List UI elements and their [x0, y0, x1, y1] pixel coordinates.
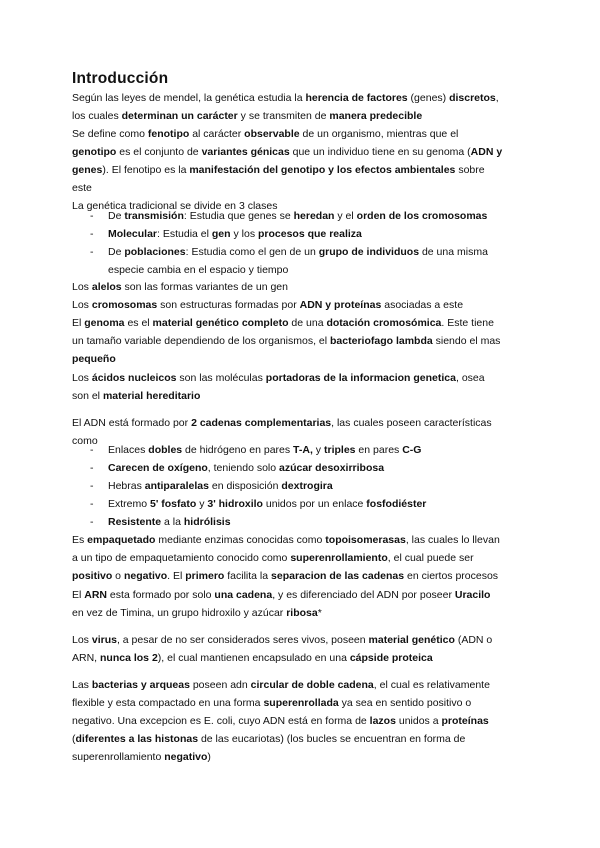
text-run: La genética tradicional se divide en 3 clases — [72, 200, 278, 212]
list-bullet-dash: - — [90, 444, 94, 456]
bold-text: Uracilo — [454, 589, 491, 601]
bold-text: fosfodiéster — [366, 498, 427, 510]
text-run: (genes) — [407, 92, 450, 104]
bold-text: primero — [185, 570, 225, 582]
bold-text: proteínas — [441, 715, 489, 727]
text-run: especie cambia en el espacio y tiempo — [108, 264, 289, 276]
bold-text: una cadena — [214, 589, 273, 601]
text-run: y los — [230, 228, 258, 240]
text-run: , las cuales poseen características — [331, 417, 492, 429]
text-run: , el cual puede ser — [387, 552, 474, 564]
bold-text: fenotipo — [147, 128, 190, 140]
bold-text: circular de doble cadena — [250, 679, 374, 691]
text-run: Se define como — [72, 128, 148, 140]
bold-text: material genético completo — [152, 317, 289, 329]
text-run: , — [495, 92, 499, 104]
text-run: asociadas a este — [381, 299, 464, 311]
text-run: ) — [207, 751, 211, 763]
paragraph-line — [72, 296, 542, 314]
text-run: un tamaño variable dependiendo de los organismos, el — [72, 335, 331, 347]
list-item-line — [108, 513, 578, 531]
text-run: y se transmiten de — [237, 110, 330, 122]
bold-text: dotación cromosómica — [326, 317, 442, 329]
text-run: en ciertos procesos — [404, 570, 499, 582]
text-run: ( — [72, 733, 76, 745]
list-bullet-dash: - — [90, 246, 94, 258]
text-run: que un individuo tiene en su genoma ( — [289, 146, 471, 158]
bold-text: cromosomas — [91, 299, 158, 311]
bold-text: negativo — [123, 570, 168, 582]
bold-text: Carecen de oxígeno — [108, 462, 208, 474]
bold-text: Molecular — [108, 228, 158, 240]
paragraph-line — [72, 676, 542, 694]
bold-text: virus — [91, 634, 117, 646]
text-run: : Estudia como el gen de un — [185, 246, 319, 258]
bold-text: dextrogira — [281, 480, 333, 492]
text-run: El — [72, 317, 85, 329]
paragraph-line — [72, 125, 542, 143]
text-run: es el — [124, 317, 153, 329]
bold-text: genes — [72, 164, 103, 176]
bold-text: genoma — [84, 317, 125, 329]
text-run: superenrollamiento — [72, 751, 165, 763]
paragraph-line — [72, 586, 542, 604]
paragraph-line — [72, 649, 542, 667]
text-run: ya sea en sentido positivo o — [338, 697, 472, 709]
bold-text: discretos — [449, 92, 496, 104]
text-run: los cuales — [72, 110, 122, 122]
paragraph-line — [72, 89, 542, 107]
bold-text: nunca los 2 — [100, 652, 158, 664]
list-item-line — [108, 243, 578, 261]
text-run: en vez de Timina, un grupo hidroxilo y azúcar — [72, 607, 287, 619]
text-run: , osea — [456, 372, 485, 384]
paragraph-line — [72, 414, 542, 432]
text-run: y — [312, 444, 324, 456]
bold-text: superenrollamiento — [290, 552, 388, 564]
bold-text: determinan un carácter — [121, 110, 238, 122]
paragraph-line — [72, 179, 542, 197]
bold-text: heredan — [293, 210, 335, 222]
paragraph-line — [72, 369, 542, 387]
bold-text: alelos — [91, 281, 122, 293]
paragraph-line — [72, 694, 542, 712]
text-run: de una misma — [419, 246, 488, 258]
paragraph-line — [72, 332, 542, 350]
list-bullet-dash: - — [90, 480, 94, 492]
paragraph-line — [72, 604, 542, 622]
bold-text: ribosa — [286, 607, 318, 619]
text-run: en pares — [355, 444, 403, 456]
list-item-line — [108, 477, 578, 495]
text-run: Los — [72, 281, 92, 293]
text-run: de hidrógeno en pares — [182, 444, 294, 456]
paragraph-line — [72, 278, 542, 296]
text-run: . El — [167, 570, 186, 582]
text-run: , el cual es relativamente — [373, 679, 490, 691]
bold-text: observable — [244, 128, 300, 140]
text-run: o — [112, 570, 124, 582]
bold-text: pequeño — [72, 353, 116, 365]
text-run: son las formas variantes de un gen — [121, 281, 288, 293]
bold-text: 2 cadenas complementarias — [191, 417, 332, 429]
text-run: son el — [72, 390, 103, 402]
text-run: Las — [72, 679, 92, 691]
bold-text: bacterias y arqueas — [91, 679, 190, 691]
text-run: de las eucariotas) (los bucles se encuentran en forma de — [198, 733, 466, 745]
text-run: poseen adn — [189, 679, 251, 691]
text-run: negativo. Una excepcion es E. coli, cuyo ADN está en forma de — [72, 715, 370, 727]
paragraph-line — [72, 350, 542, 368]
text-run: ), el cual mantienen encapsulado en una — [157, 652, 350, 664]
text-run: sobre — [455, 164, 485, 176]
text-run: flexible y esta compactado en una forma — [72, 697, 264, 709]
bold-text: positivo — [72, 570, 113, 582]
bold-text: ácidos nucleicos — [91, 372, 177, 384]
text-run: Es — [72, 534, 88, 546]
bold-text: hidrólisis — [183, 516, 231, 528]
list-bullet-dash: - — [90, 210, 94, 222]
text-run: a un tipo de empaquetamiento conocido como — [72, 552, 291, 564]
list-bullet-dash: - — [90, 462, 94, 474]
page-title: Introducción — [72, 70, 169, 87]
text-run: De — [108, 210, 125, 222]
bold-text: orden de los cromosomas — [356, 210, 488, 222]
bold-text: manera predecible — [329, 110, 423, 122]
text-run: en disposición — [208, 480, 282, 492]
text-run: es el conjunto de — [116, 146, 202, 158]
paragraph-line — [72, 531, 542, 549]
text-run: facilita la — [224, 570, 272, 582]
bold-text: 3' hidroxilo — [207, 498, 263, 510]
text-run: unidos a — [395, 715, 442, 727]
bold-text: genotipo — [72, 146, 117, 158]
text-run: , y es diferenciado del ADN por poseer — [272, 589, 455, 601]
bold-text: gen — [211, 228, 231, 240]
paragraph-line — [72, 567, 542, 585]
bold-text: azúcar desoxirribosa — [279, 462, 385, 474]
paragraph-line — [72, 748, 542, 766]
paragraph-line — [72, 631, 542, 649]
text-run: (ADN o — [454, 634, 493, 646]
text-run: El — [72, 589, 85, 601]
list-bullet-dash: - — [90, 228, 94, 240]
text-run: mediante enzimas conocidas como — [155, 534, 326, 546]
bold-text: empaquetado — [87, 534, 156, 546]
text-run: a la — [161, 516, 184, 528]
list-item-line — [108, 261, 578, 279]
bold-text: ADN y proteínas — [299, 299, 382, 311]
list-item-line — [108, 207, 578, 225]
text-run: Los — [72, 299, 92, 311]
bold-text: cápside proteica — [349, 652, 433, 664]
paragraph-line — [72, 161, 542, 179]
text-run: de un organismo, mientras que el — [299, 128, 459, 140]
bold-text: C-G — [402, 444, 422, 456]
text-run: y el — [334, 210, 357, 222]
text-run: Enlaces — [108, 444, 149, 456]
list-item-line — [108, 441, 578, 459]
text-run: : Estudia que genes se — [183, 210, 294, 222]
text-run: * — [317, 607, 322, 619]
bold-text: dobles — [148, 444, 183, 456]
bold-text: material genético — [368, 634, 455, 646]
bold-text: portadoras de la informacion genetica — [265, 372, 456, 384]
text-run: Hebras — [108, 480, 145, 492]
paragraph-line — [72, 314, 542, 332]
bold-text: 5' fosfato — [150, 498, 197, 510]
list-bullet-dash: - — [90, 516, 94, 528]
text-run: Según las leyes de mendel, la genética estudia la — [72, 92, 306, 104]
bold-text: manifestación del genotipo y los efectos ambientales — [189, 164, 456, 176]
bold-text: transmisión — [124, 210, 184, 222]
bold-text: diferentes a las histonas — [75, 733, 199, 745]
text-run: De — [108, 246, 125, 258]
text-run: , teniendo solo — [207, 462, 279, 474]
text-run: de una — [288, 317, 327, 329]
bold-text: ADN y — [470, 146, 503, 158]
paragraph-line — [72, 730, 542, 748]
bold-text: Resistente — [108, 516, 162, 528]
bold-text: grupo de individuos — [318, 246, 420, 258]
bold-text: lazos — [369, 715, 396, 727]
bold-text: superenrollada — [263, 697, 339, 709]
text-run: y — [196, 498, 208, 510]
bold-text: ARN — [84, 589, 108, 601]
text-run: siendo el mas — [432, 335, 501, 347]
bold-text: poblaciones — [124, 246, 186, 258]
text-run: ARN, — [72, 652, 101, 664]
bold-text: material hereditario — [102, 390, 201, 402]
text-run: : Estudia el — [157, 228, 212, 240]
paragraph-line — [72, 712, 542, 730]
text-run: al carácter — [189, 128, 245, 140]
bold-text: T-A, — [293, 444, 313, 456]
bold-text: herencia de factores — [305, 92, 408, 104]
text-run: , a pesar de no ser considerados seres vivos, poseen — [116, 634, 369, 646]
list-bullet-dash: - — [90, 498, 94, 510]
text-run: este — [72, 182, 92, 194]
text-run: Los — [72, 372, 92, 384]
bold-text: antiparalelas — [144, 480, 209, 492]
paragraph-line — [72, 107, 542, 125]
text-run: Los — [72, 634, 92, 646]
text-run: son las moléculas — [176, 372, 266, 384]
bold-text: procesos que realiza — [258, 228, 362, 240]
text-run: . Este tiene — [441, 317, 494, 329]
bold-text: separacion de las cadenas — [271, 570, 405, 582]
text-run: Extremo — [108, 498, 151, 510]
bold-text: variantes génicas — [201, 146, 290, 158]
bold-text: negativo — [164, 751, 208, 763]
text-run: unidos por un enlace — [262, 498, 367, 510]
bold-text: triples — [323, 444, 356, 456]
text-run: , las cuales lo llevan — [405, 534, 500, 546]
text-run: El ADN está formado por — [72, 417, 192, 429]
list-item-line — [108, 459, 578, 477]
bold-text: topoisomerasas — [325, 534, 406, 546]
list-item-line — [108, 225, 578, 243]
text-run: ). El fenotipo es la — [102, 164, 190, 176]
paragraph-line — [72, 387, 542, 405]
paragraph-line — [72, 143, 542, 161]
text-run: esta formado por solo — [107, 589, 215, 601]
paragraph-line — [72, 549, 542, 567]
text-run: son estructuras formadas por — [157, 299, 300, 311]
text-run: como — [72, 435, 98, 447]
bold-text: bacteriofago lambda — [330, 335, 433, 347]
list-item-line — [108, 495, 578, 513]
